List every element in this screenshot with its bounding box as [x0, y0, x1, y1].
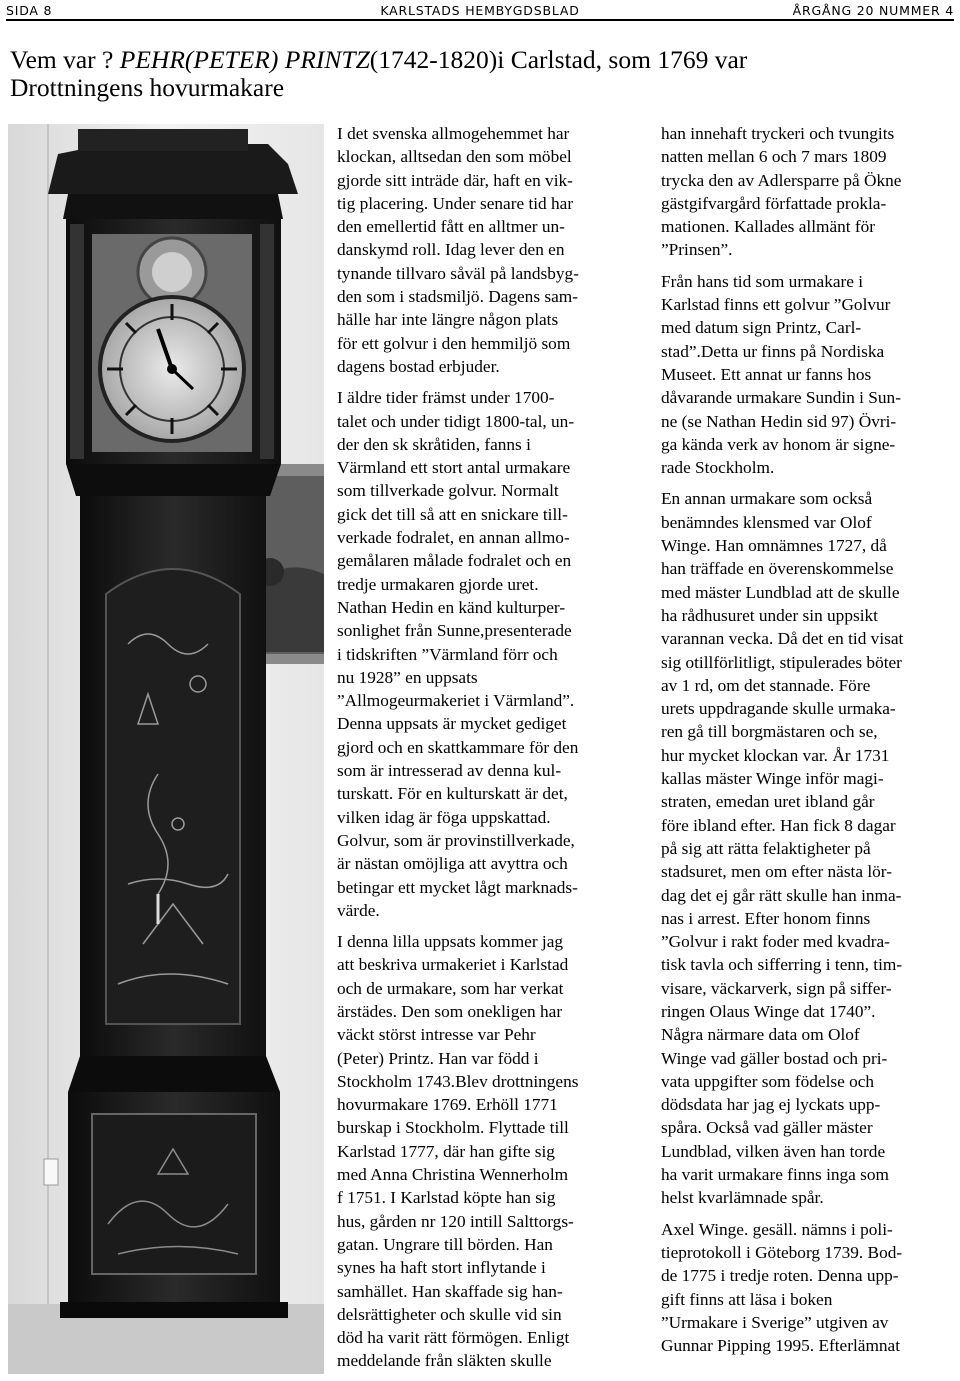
publication-name: KARLSTADS HEMBYGDSBLAD — [380, 3, 580, 18]
paragraph: Axel Winge. gesäll. nämns i poli- tieprotokoll i Göteborg 1739. Bod- de 1775 i tredje roten. Denna upp- gift finns att läsa i boken ”Urmakare i Sverige” utgiven av Gunnar Pipping 1995. Efterlämnat — [661, 1219, 903, 1356]
paragraph: En annan urmakare som också benämndes klensmed var Olof Winge. Han omnämnes 1727, då han träffade en överenskommelse med mäster Lundblad att de skulle ha rådhusuret under sin uppsikt varannan vecka. Då det en tid visat sig otillförlitligt, stipulerades böter av 1 rd, om det stannade. Före urets uppdragande skulle urmaka- ren gå till borgmästaren och se, hur mycket klockan var. År 1731 kallas mäster Winge inför magi- straten, emedan uret ibland går före ibland efter. Han fick 8 dagar på sig att rätta felaktigheter på stadsuret, men om efter nästa lör- dag det ej går rätt skulle han inma- nas i arrest. Efter honom finns ”Golvur i rakt foder med kvadra- tisk tavla och sifferring i tenn, tim- visare, väckarverk, sign på siffer- ringen Olaus Winge dat 1740”. Några närmare data om Olof Winge vad gäller bostad och pri- vata uppgifter som födelse och dödsdata har jag ej lyckats upp- spåra. Också vad gäller mäster Lundblad, vilken även han torde ha varit urmakare finns inga som helst kvarlämnade spår. — [661, 489, 904, 1208]
grandfather-clock-photo — [8, 124, 324, 1374]
paragraph: I denna lilla uppsats kommer jag att beskriva urmakeriet i Karlstad och de urmakare, som har verkat ärstädes. Den som onekligen har väckt störst intresse var Pehr (Peter) Printz. Han var född i Stockholm 1743.Blev drottningens hovurmakare 1769. Erhöll 1771 burskap i Stockholm. Flyttade till Karlstad 1777, där han gifte sig med Anna Christina Wennerholm f 1751. I Karlstad köpte han sig hus, gården nr 120 intill Salttorgs- gatan. Ungrare till börden. Han synes ha haft stort inflytande i samhället. Han skaffade sig han- delsrättigheter och skulle vid sin död ha varit rätt förmögen. Enligt meddelande från släkten skulle — [337, 932, 579, 1371]
article-title — [10, 46, 950, 102]
title-lead: Vem var ? — [10, 45, 120, 74]
page-header — [0, 0, 960, 22]
title-name: PEHR(PETER) PRINTZ — [119, 45, 370, 74]
paragraph: Från hans tid som urmakare i Karlstad finns ett golvur ”Golvur med datum sign Printz, Carl- stad”.Detta ur finns på Nordiska Museet. Ett annat ur fanns hos dåvarande urmakare Sundin i Sun- ne (se Nathan Hedin sid 97) Övri- ga kända verk av honom är signe- rade Stockholm. — [661, 271, 901, 478]
article-column-middle — [337, 122, 637, 1381]
title-line2: Drottningens hovurmakare — [10, 73, 285, 102]
clock-illustration — [8, 124, 324, 1374]
issue-info: ÅRGÅNG 20 NUMMER 4 — [792, 3, 954, 18]
paragraph: han innehaft tryckeri och tvungits natten mellan 6 och 7 mars 1809 trycka den av Adlersparre på Ökne gästgifvargård författade prokla- mationen. Kallades allmänt för ”Prinsen”. — [661, 124, 902, 260]
paragraph: I äldre tider främst under 1700- talet och under tidigt 1800-tal, un- der den sk skråtiden, fanns i Värmland ett stort antal urmakare som tillverkade golvur. Normalt gick det till så att en snickare till- verkade fodralet, en annan allmo- gemålaren målade fodralet och en tredje urmakaren gjorde uret. Nathan Hedin en känd kulturper- sonlighet från Sunne,presenterade i tidskriften ”Värmland förr och nu 1928” en uppsats ”Allmogeurmakeriet i Värmland”. Denna uppsats är mycket gediget gjord och en skattkammare för den som är intresserad av denna kul- turskatt. För en kulturskatt är det, vilken idag är föga uppskattad. Golvur, som är provinstillverkade, är nästan omöjliga att avyttra och betingar ett mycket lågt marknads- värde. — [337, 388, 579, 920]
header-rule — [6, 19, 954, 21]
page-number: SIDA 8 — [6, 3, 53, 18]
title-rest: (1742-1820)i Carlstad, som 1769 var — [369, 45, 748, 74]
paragraph: I det svenska allmogehemmet har klockan, alltsedan den som möbel gjorde sitt inträde där, haft en vik- tig placering. Under senare tid har den emellertid fått en alltmer un- danskymd roll. Idag lever den en tynande tillvaro såväl på landsbyg- den som i stadsmiljö. Dagens sam- hälle har inte längre någon plats för ett golvur i den hemmiljö som dagens bostad erbjuder. — [337, 124, 579, 376]
article-column-right — [661, 122, 957, 1365]
